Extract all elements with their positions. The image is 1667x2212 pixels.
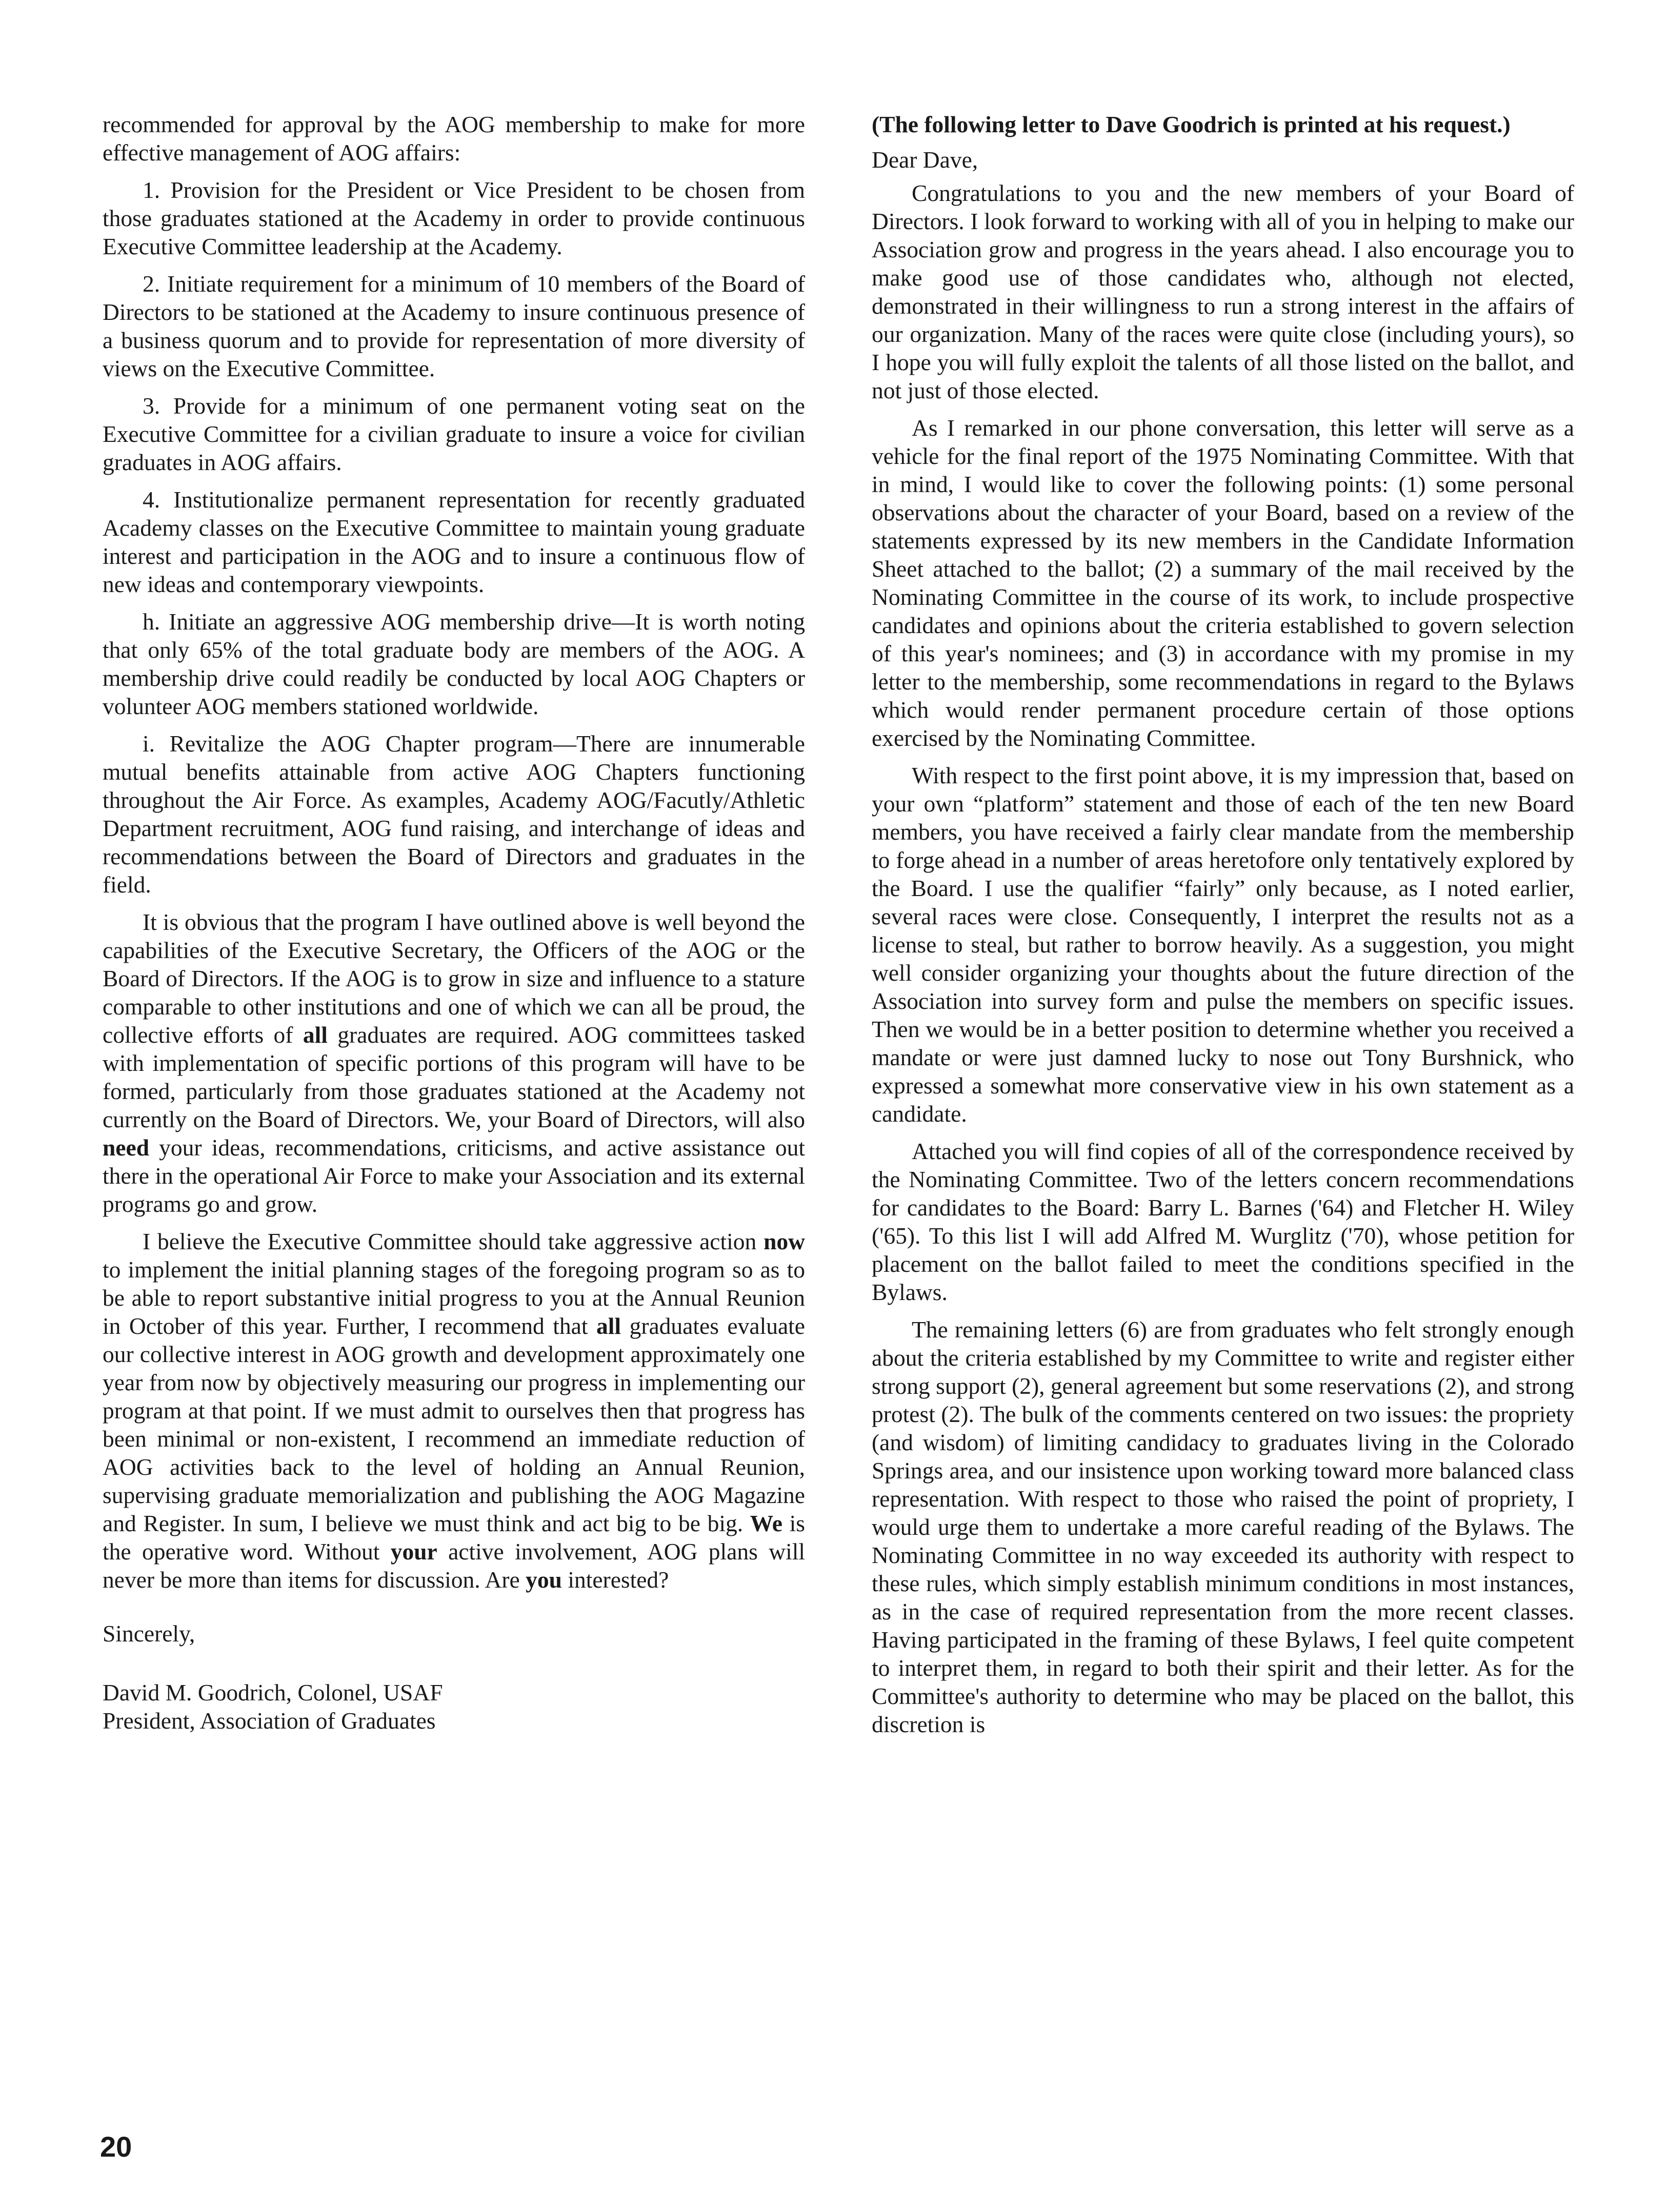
- text-run: I believe the Executive Committee should take aggressive action: [143, 1228, 764, 1254]
- emphasis: need: [103, 1134, 149, 1161]
- emphasis: all: [303, 1022, 328, 1048]
- text-run: to implement the initial planning stages of the foregoing program so as to be able to report substantive initial progress to you at the Annual Reunion in October of this year. Further, I recommend that: [103, 1256, 805, 1339]
- left-column: [103, 110, 805, 1735]
- emphasis: you: [526, 1567, 562, 1593]
- paragraph: 3. Provide for a minimum of one permanent voting seat on the Executive Committee for a civilian graduate to insure a voice for civilian graduates in AOG affairs.: [103, 393, 805, 475]
- page-number: 20: [100, 2130, 132, 2163]
- emphasis: now: [764, 1228, 805, 1254]
- signature-name: David M. Goodrich, Colonel, USAF: [103, 1679, 443, 1706]
- paragraph: 2. Initiate requirement for a minimum of 10 members of the Board of Directors to be stationed at the Academy to insure continuous presence of a business quorum and to provide for representation of more diversity of views on the Executive Committee.: [103, 271, 805, 381]
- paragraph: recommended for approval by the AOG membership to make for more effective management of AOG affairs:: [103, 111, 805, 166]
- text-run: interested?: [561, 1567, 669, 1593]
- signature-title: President, Association of Graduates: [103, 1708, 436, 1734]
- paragraph: [103, 1227, 805, 1594]
- paragraph: With respect to the first point above, it is my impression that, based on your own “platform” statement and those of each of the ten new Board members, you have received a fairly clear mandate from the membership to forge ahead in a number of areas heretofore only tentatively explored by the Board. I use the qualifier “fairly” only because, as I noted earlier, several races were close. Consequently, I interpret the results not as a license to steal, but rather to borrow heavily. As a suggestion, you might well consider organizing your thoughts about the future direction of the Association into survey form and pulse the members on specific issues. Then we would be in a better position to determine whether you received a mandate or were just damned lucky to nose out Tony Burshnick, who expressed a somewhat more conservative view in his own statement as a candidate.: [872, 762, 1574, 1127]
- emphasis: all: [596, 1313, 621, 1339]
- paragraph: Congratulations to you and the new members of your Board of Directors. I look forward to working with all of you in helping to make our Association grow and progress in the years ahead. I also encourage you to make good use of those candidates who, although not elected, demonstrated in their willingness to run a strong interest in the affairs of our organization. Many of the races were quite close (including yours), so I hope you will fully exploit the talents of all those listed on the ballot, and not just of those elected.: [872, 180, 1574, 403]
- closing: Sincerely,: [103, 1620, 195, 1647]
- paragraph: The remaining letters (6) are from graduates who felt strongly enough about the criteria established by my Committee to write and register either strong support (2), general agreement but some reservations (2), and strong protest (2). The bulk of the comments centered on two issues: the propriety (and wisdom) of limiting candidacy to graduates living in the Colorado Springs area, and our insistence upon working toward more balanced class representation. With respect to those who raised the point of propriety, I would urge them to undertake a more careful reading of the Bylaws. The Nominating Committee in no way exceeded its authority with respect to these rules, which simply establish minimum conditions in most instances, as in the case of required representation from the more recent classes. Having participated in the framing of these Bylaws, I feel quite competent to interpret them, in regard to both their spirit and their letter. As for the Committee's authority to determine who may be placed on the ballot, this discretion is: [872, 1316, 1574, 1737]
- text-run: is the operative word. Without: [103, 1510, 805, 1565]
- signature-block: [103, 1678, 805, 1735]
- paragraph: As I remarked in our phone conversation, this letter will serve as a vehicle for the final report of the 1975 Nominating Committee. With that in mind, I would like to cover the following points: (1) some personal observations about the character of your Board, based on a review of the statements expressed by its new members in the Candidate Information Sheet attached to the ballot; (2) a summary of the mail received by the Nominating Committee in the course of its work, to include prospective candidates and opinions about the criteria established to govern selection of this year's nominees; and (3) in accordance with my promise in my letter to the membership, some recommendations in regard to the Bylaws which would render permanent procedure certain of those options exercised by the Nominating Committee.: [872, 415, 1574, 751]
- paragraph: 1. Provision for the President or Vice President to be chosen from those graduates stationed at the Academy in order to provide continuous Executive Committee leadership at the Academy.: [103, 177, 805, 259]
- paragraph: Attached you will find copies of all of the correspondence received by the Nominating Committee. Two of the letters concern recommendations for candidates to the Board: Barry L. Barnes ('64) and Fletcher H. Wiley ('65). To this list I will add Alfred M. Wurglitz ('70), whose petition for placement on the ballot failed to meet the conditions specified in the Bylaws.: [872, 1138, 1574, 1305]
- letter-heading: (The following letter to Dave Goodrich is printed at his request.): [872, 111, 1511, 137]
- text-run: active involvement, AOG plans will never be more than items for discussion. Are: [103, 1538, 805, 1593]
- paragraph: i. Revitalize the AOG Chapter program—There are innumerable mutual benefits attainable from active AOG Chapters functioning throughout the Air Force. As examples, Academy AOG/Facutly/Athletic Department recruitment, AOG fund raising, and interchange of ideas and recommendations between the Board of Directors and graduates in the field.: [103, 730, 805, 898]
- text-run: It is obvious that the program I have outlined above is well beyond the capabilities of the Executive Secretary, the Officers of the AOG or the Board of Directors. If the AOG is to grow in size and influence to a stature comparable to other institutions and one of which we can all be proud, the collective efforts of: [103, 909, 805, 1048]
- right-column: [872, 110, 1574, 1748]
- text-run: graduates are required. AOG committees tasked with implementation of specific portions of this program will have to be formed, particularly from those graduates stationed at the Academy not currently on the Board of Directors. We, your Board of Directors, will also: [103, 1022, 805, 1132]
- paragraph: [103, 908, 805, 1218]
- text-run: your ideas, recommendations, criticisms, and active assistance out there in the operational Air Force to make your Association and its external programs go and grow.: [103, 1134, 805, 1217]
- text-run: graduates evaluate our collective interest in AOG growth and development approximately one year from now by objectively measuring our progress in implementing our program at that point. If we must admit to ourselves then that progress has been minimal or non-existent, I recommend an immediate reduction of AOG activities back to the level of holding an Annual Reunion, supervising graduate memorialization and publishing the AOG Magazine and Register. In sum, I believe we must think and act big to be big.: [103, 1313, 805, 1536]
- paragraph: 4. Institutionalize permanent representation for recently graduated Academy classes on the Executive Committee to maintain young graduate interest and participation in the AOG and to insure a continuous flow of new ideas and contemporary viewpoints.: [103, 486, 805, 597]
- emphasis: your: [390, 1538, 437, 1565]
- salutation: Dear Dave,: [872, 147, 978, 173]
- emphasis: We: [750, 1510, 782, 1536]
- paragraph: h. Initiate an aggressive AOG membership drive—It is worth noting that only 65% of the total graduate body are members of the AOG. A membership drive could readily be conducted by local AOG Chapters or volunteer AOG members stationed worldwide.: [103, 608, 805, 719]
